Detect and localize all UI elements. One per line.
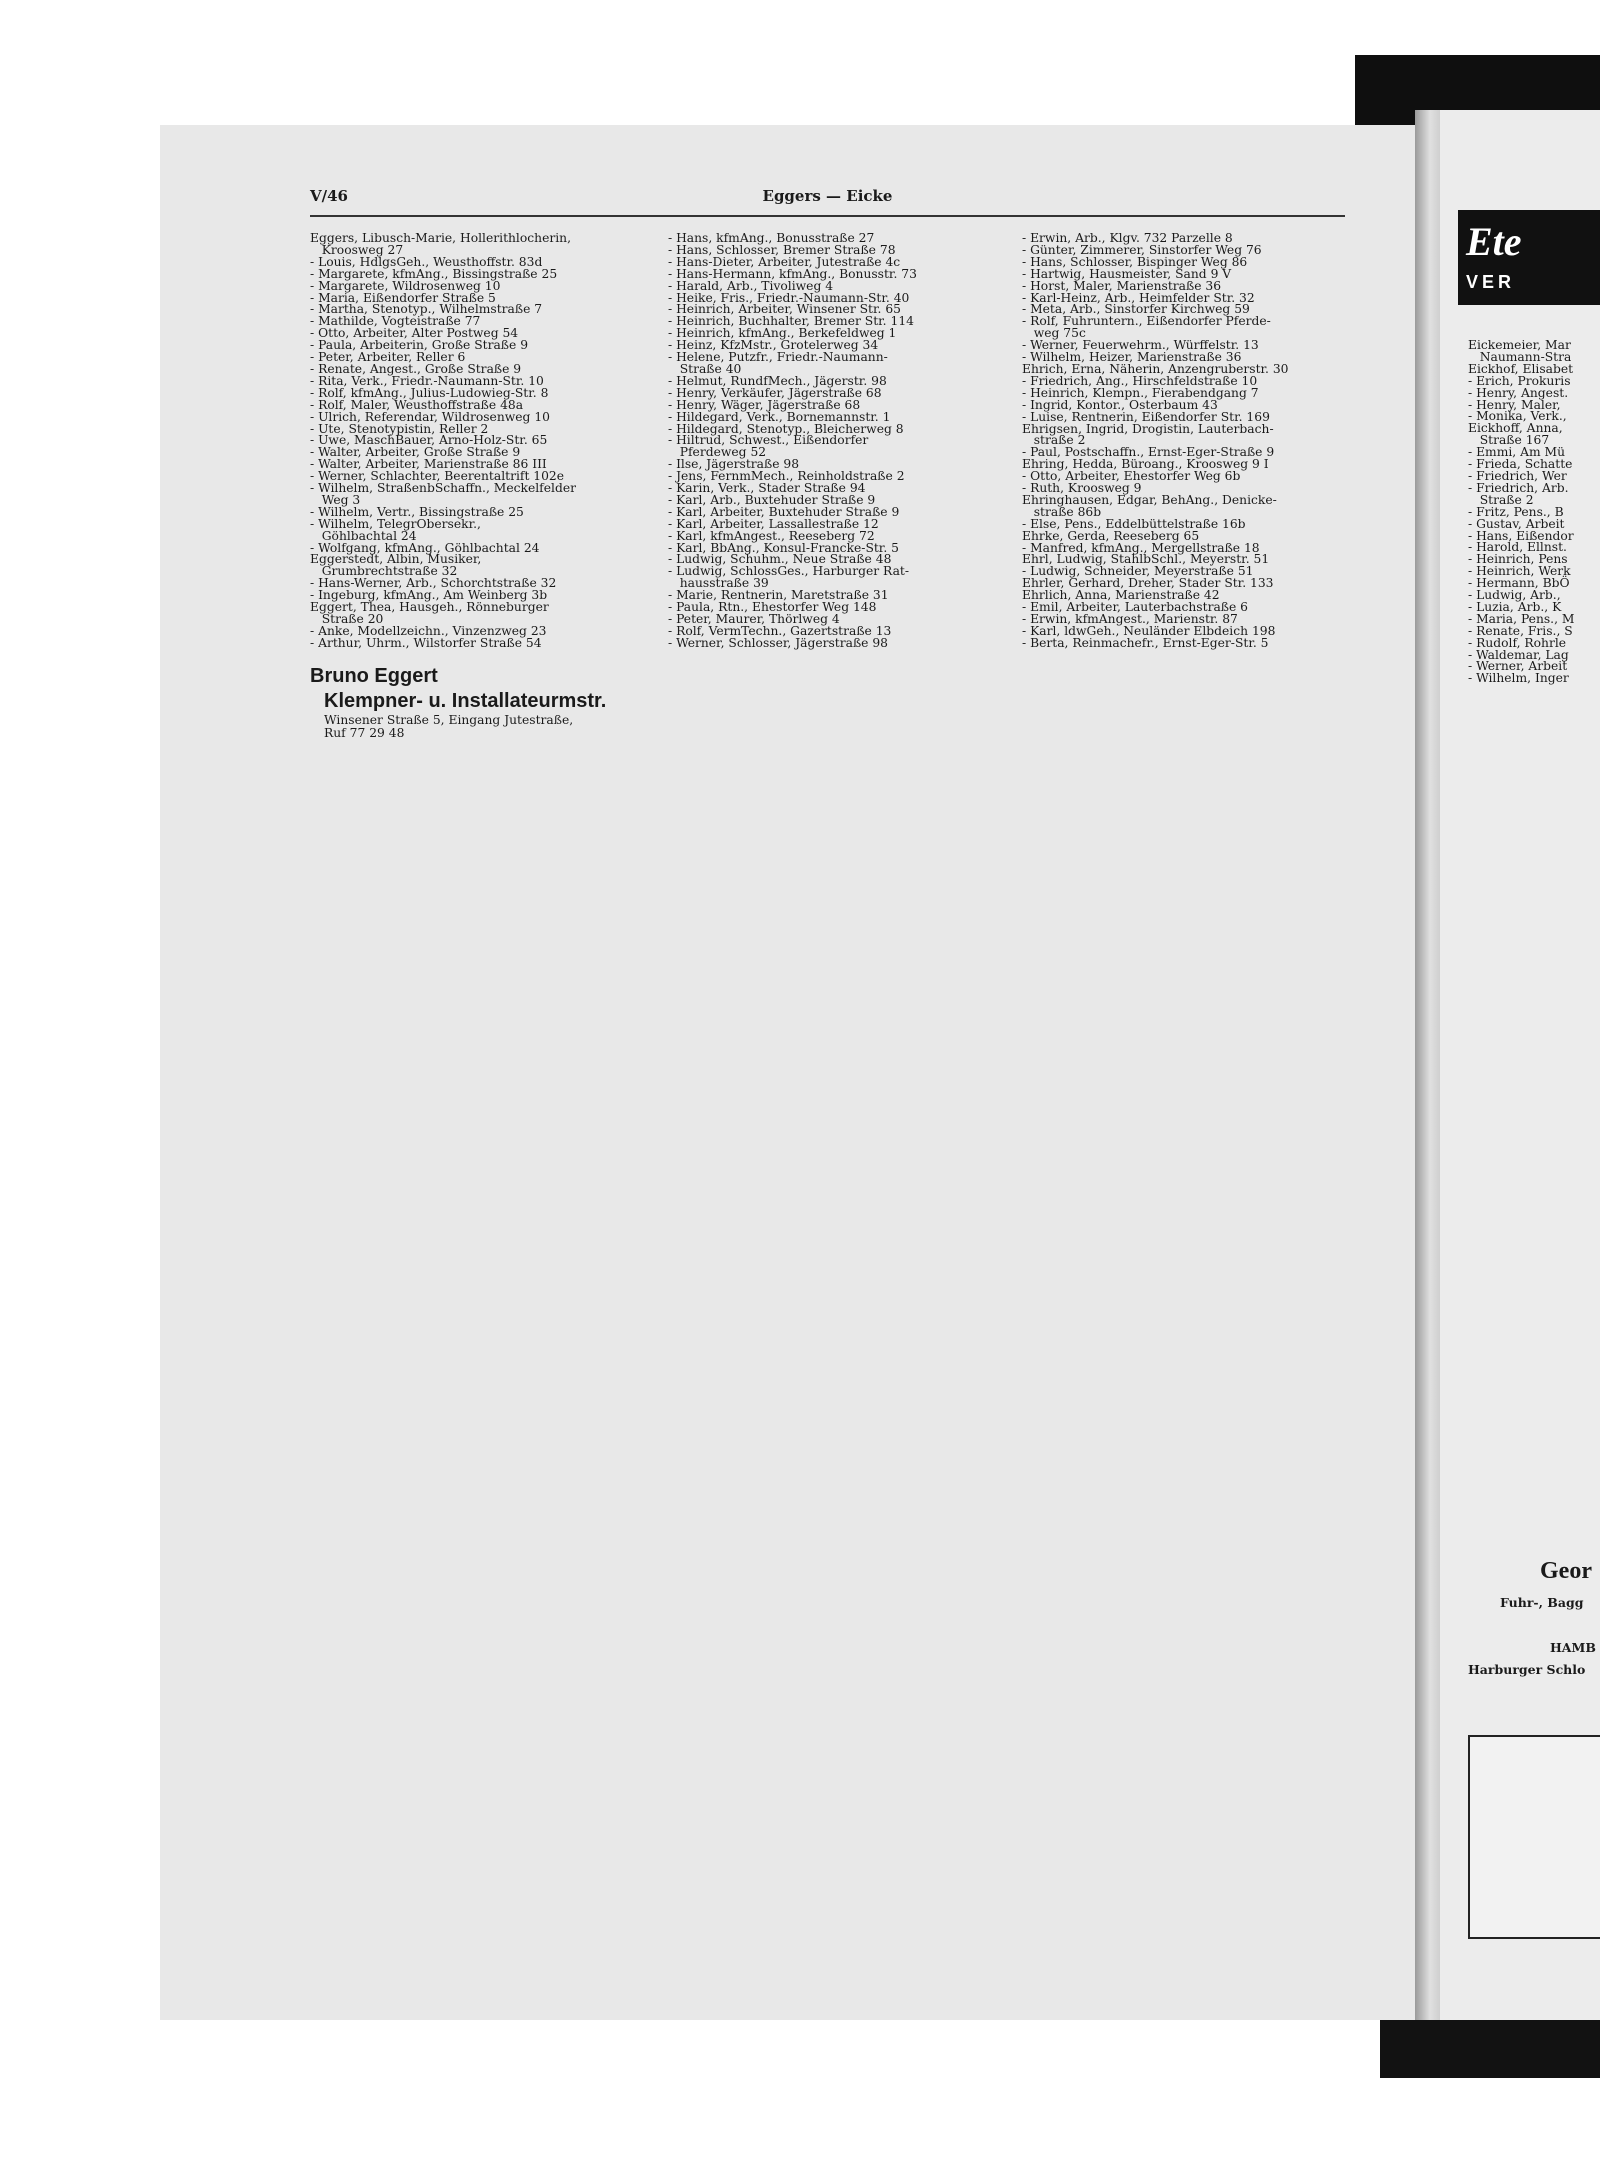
- directory-entry: - Rita, Verk., Friedr.-Naumann-Str. 10: [310, 373, 544, 388]
- directory-entry: - Harald, Arb., Tivoliweg 4: [668, 278, 834, 293]
- directory-entry: - Henry, Verkäufer, Jägerstraße 68: [668, 385, 882, 400]
- directory-entry: - Werner, Schlosser, Jägerstraße 98: [668, 635, 889, 650]
- directory-entry: - Rolf, Maler, Weusthoffstraße 48a: [310, 397, 524, 412]
- directory-entry: - Marie, Rentnerin, Maretstraße 31: [668, 588, 889, 603]
- directory-entry: - Mathilde, Vogteistraße 77: [310, 314, 481, 329]
- directory-entry: - Ludwig, Schuhm., Neue Straße 48: [668, 552, 892, 567]
- directory-entry: - Luise, Rentnerin, Eißendorfer Str. 169: [1022, 409, 1270, 424]
- column-2: [668, 233, 1013, 650]
- directory-entry: Grumbrechtstraße 32: [310, 564, 458, 579]
- directory-entry: - Ingrid, Kontor., Osterbaum 43: [1022, 397, 1218, 412]
- directory-entry: - Paula, Arbeiterin, Große Straße 9: [310, 338, 529, 353]
- directory-entry: - Arthur, Uhrm., Wilstorfer Straße 54: [310, 635, 542, 650]
- directory-entry: - Wilhelm, Heizer, Marienstraße 36: [1022, 350, 1242, 365]
- directory-entry: - Wilhelm, Inger: [1468, 671, 1569, 686]
- directory-entry: - Louis, HdlgsGeh., Weusthoffstr. 83d: [310, 254, 543, 269]
- directory-entry: - Hildegard, Verk., Bornemannstr. 1: [668, 409, 891, 424]
- directory-entry: Weg 3: [310, 492, 361, 507]
- directory-entry: - Renate, Fris., S: [1468, 623, 1573, 638]
- directory-entry: - Jens, FernmMech., Reinholdstraße 2: [668, 469, 905, 484]
- directory-entry: Ehrl, Ludwig, StahlbSchl., Meyerstr. 51: [1022, 552, 1270, 567]
- directory-entry: - Karin, Verk., Stader Straße 94: [668, 481, 866, 496]
- directory-entry: - Hartwig, Hausmeister, Sand 9 V: [1022, 266, 1232, 281]
- directory-entry: - Friedrich, Arb.: [1468, 480, 1569, 495]
- directory-entry: - Karl, BbAng., Konsul-Francke-Str. 5: [668, 540, 899, 555]
- right-ad-line-3: Harburger Schlo: [1468, 1662, 1586, 1677]
- directory-entry: - Rolf, VermTechn., Gazertstraße 13: [668, 623, 892, 638]
- directory-entry: - Friedrich, Wer: [1468, 468, 1567, 483]
- directory-entry: Ehrlich, Anna, Marienstraße 42: [1022, 588, 1220, 603]
- directory-entry: - Emil, Arbeiter, Lauterbachstraße 6: [1022, 600, 1248, 615]
- directory-entry: - Emmi, Am Mü: [1468, 445, 1566, 460]
- directory-entry: - Peter, Arbeiter, Reller 6: [310, 350, 466, 365]
- directory-entry: - Heinrich, Arbeiter, Winsener Str. 65: [668, 302, 901, 317]
- directory-entry: - Ute, Stenotypistin, Reller 2: [310, 421, 489, 436]
- directory-entry: - Wilhelm, StraßenbSchaffn., Meckelfelder: [310, 481, 576, 496]
- directory-entry: Kroosweg 27: [310, 242, 404, 257]
- directory-entry: - Karl, kfmAngest., Reeseberg 72: [668, 528, 875, 543]
- directory-entry: Ehrke, Gerda, Reeseberg 65: [1022, 528, 1200, 543]
- directory-entry: - Margarete, kfmAng., Bissingstraße 25: [310, 266, 558, 281]
- ad-phone: Ruf 77 29 48: [324, 725, 405, 740]
- directory-entry: Ehrler, Gerhard, Dreher, Stader Str. 133: [1022, 576, 1274, 591]
- directory-entry: - Werner, Arbeit: [1468, 659, 1568, 674]
- directory-entry: - Hans, kfmAng., Bonusstraße 27: [668, 231, 875, 245]
- directory-entry: Eickhof, Elisabet: [1468, 361, 1574, 376]
- directory-entry: - Erwin, Arb., Klgv. 732 Parzelle 8: [1022, 231, 1233, 245]
- ad-name: Bruno Eggert: [310, 664, 438, 687]
- directory-entry: - Henry, Angest.: [1468, 385, 1569, 400]
- directory-entry: - Monika, Verk.,: [1468, 409, 1567, 424]
- directory-entry: Göhlbachtal 24: [310, 528, 417, 543]
- directory-entry: Ehring, Hedda, Büroang., Kroosweg 9 I: [1022, 457, 1269, 472]
- directory-entry: straße 86b: [1022, 504, 1102, 519]
- directory-entry: - Ulrich, Referendar, Wildrosenweg 10: [310, 409, 550, 424]
- logo: [1458, 210, 1600, 305]
- left-page: [160, 125, 1415, 2020]
- directory-entry: - Ruth, Kroosweg 9: [1022, 481, 1142, 496]
- directory-entry: - Helmut, RundfMech., Jägerstr. 98: [668, 373, 887, 388]
- logo-text: Ete: [1466, 219, 1522, 264]
- directory-entry: - Gustav, Arbeit: [1468, 516, 1565, 531]
- directory-entry: - Maria, Pens., M: [1468, 611, 1575, 626]
- directory-entry: weg 75c: [1022, 326, 1086, 341]
- directory-entry: - Wolfgang, kfmAng., Göhlbachtal 24: [310, 540, 540, 555]
- directory-entry: - Ingeburg, kfmAng., Am Weinberg 3b: [310, 588, 548, 603]
- directory-entry: - Hans-Dieter, Arbeiter, Jutestraße 4c: [668, 254, 901, 269]
- right-page: [1440, 110, 1600, 2020]
- column-3-entries: [1022, 233, 1367, 650]
- directory-entry: - Heinrich, Buchhalter, Bremer Str. 114: [668, 314, 914, 329]
- column-3: [1022, 233, 1367, 650]
- book-gutter: [1415, 110, 1440, 2020]
- directory-entry: Naumann-Stra: [1468, 349, 1572, 364]
- directory-entry: - Hans, Schlosser, Bispinger Weg 86: [1022, 254, 1248, 269]
- directory-entry: - Heinrich, Werk: [1468, 564, 1571, 579]
- directory-entry: Ehringhausen, Edgar, BehAng., Denicke-: [1022, 492, 1277, 507]
- directory-entry: - Hans, Eißendor: [1468, 528, 1574, 543]
- directory-entry: - Rolf, kfmAng., Julius-Ludowieg-Str. 8: [310, 385, 549, 400]
- directory-entry: - Hiltrud, Schwest., Eißendorfer: [668, 433, 869, 448]
- directory-entry: Eggers, Libusch-Marie, Hollerithlocherin,: [310, 231, 571, 245]
- right-ad-illustration: [1468, 1735, 1600, 1939]
- ad-trade: Klempner- u. Installateurmstr.: [324, 689, 607, 712]
- directory-entry: Eickhoff, Anna,: [1468, 421, 1563, 436]
- directory-entry: - Ilse, Jägerstraße 98: [668, 457, 800, 472]
- directory-entry: - Harold, Ellnst.: [1468, 540, 1567, 555]
- directory-entry: - Heinrich, kfmAng., Berkefeldweg 1: [668, 326, 897, 341]
- directory-entry: - Karl, Arb., Buxtehuder Straße 9: [668, 492, 876, 507]
- directory-entry: - Manfred, kfmAng., Mergellstraße 18: [1022, 540, 1260, 555]
- directory-entry: - Heinrich, Pens: [1468, 552, 1568, 567]
- directory-entry: Eggerstedt, Albin, Musiker,: [310, 552, 482, 567]
- page-number: V/46: [310, 187, 348, 205]
- directory-entry: - Berta, Reinmachefr., Ernst-Eger-Str. 5: [1022, 635, 1269, 650]
- column-2-entries: [668, 233, 1013, 650]
- directory-entry: - Maria, Eißendorfer Straße 5: [310, 290, 496, 305]
- directory-entry: - Peter, Maurer, Thörlweg 4: [668, 612, 840, 626]
- right-ad-title: Geor: [1540, 1558, 1592, 1584]
- directory-entry: straße 2: [1022, 433, 1086, 448]
- page-header: [310, 185, 1345, 217]
- directory-entry: - Otto, Arbeiter, Ehestorfer Weg 6b: [1022, 469, 1241, 484]
- directory-entry: - Heinz, KfzMstr., Grotelerweg 34: [668, 338, 879, 353]
- directory-entry: - Waldemar, Lag: [1468, 647, 1569, 662]
- directory-entry: - Hans, Schlosser, Bremer Straße 78: [668, 242, 896, 257]
- running-head: Eggers — Eicke: [762, 187, 893, 205]
- directory-entry: - Hans-Hermann, kfmAng., Bonusstr. 73: [668, 266, 917, 281]
- directory-entry: - Martha, Stenotyp., Wilhelmstraße 7: [310, 302, 543, 317]
- directory-entry: - Frieda, Schatte: [1468, 457, 1573, 472]
- directory-entry: - Margarete, Wildrosenweg 10: [310, 278, 501, 293]
- directory-entry: - Werner, Feuerwehrm., Würffelstr. 13: [1022, 338, 1259, 353]
- directory-entry: - Karl, ldwGeh., Neuländer Elbdeich 198: [1022, 623, 1276, 638]
- directory-entry: - Karl, Arbeiter, Buxtehuder Straße 9: [668, 504, 900, 519]
- directory-entry: Eggert, Thea, Hausgeh., Rönneburger: [310, 600, 549, 615]
- directory-entry: - Paul, Postschaffn., Ernst-Eger-Straße 9: [1022, 445, 1275, 460]
- directory-entry: Ehrigsen, Ingrid, Drogistin, Lauterbach-: [1022, 421, 1274, 436]
- directory-entry: - Erich, Prokuris: [1468, 373, 1571, 388]
- directory-entry: Eickemeier, Mar: [1468, 338, 1571, 352]
- directory-entry: - Luzia, Arb., K: [1468, 599, 1562, 614]
- directory-entry: - Heike, Fris., Friedr.-Naumann-Str. 40: [668, 290, 910, 305]
- directory-entry: Straße 20: [310, 612, 384, 626]
- directory-entry: - Friedrich, Ang., Hirschfeldstraße 10: [1022, 373, 1258, 388]
- directory-entry: - Henry, Maler,: [1468, 397, 1561, 412]
- directory-entry: - Helene, Putzfr., Friedr.-Naumann-: [668, 350, 888, 365]
- logo-subtext: VER: [1466, 272, 1516, 292]
- directory-entry: - Hildegard, Stenotyp., Bleicherweg 8: [668, 421, 904, 436]
- directory-entry: Straße 40: [668, 361, 742, 376]
- directory-entry: - Karl, Arbeiter, Lassallestraße 12: [668, 516, 879, 531]
- directory-entry: Straße 167: [1468, 433, 1550, 448]
- right-page-entries: [1468, 340, 1600, 685]
- column-1: [310, 233, 655, 750]
- directory-entry: - Horst, Maler, Marienstraße 36: [1022, 278, 1222, 293]
- directory-entry: - Karl-Heinz, Arb., Heimfelder Str. 32: [1022, 290, 1255, 305]
- directory-entry: - Ludwig, Schneider, Meyerstraße 51: [1022, 564, 1254, 579]
- directory-entry: - Rudolf, Rohrle: [1468, 635, 1567, 650]
- directory-entry: - Otto, Arbeiter, Alter Postweg 54: [310, 326, 519, 341]
- directory-entry: - Wilhelm, Vertr., Bissingstraße 25: [310, 504, 524, 519]
- directory-entry: Straße 2: [1468, 492, 1534, 507]
- directory-entry: - Ludwig, Arb.,: [1468, 588, 1561, 603]
- directory-entry: - Hermann, BbÖ: [1468, 576, 1570, 591]
- column-1-entries: [310, 233, 655, 650]
- ad-address: Winsener Straße 5, Eingang Jutestraße,: [324, 712, 574, 727]
- right-ad-line-1: Fuhr-, Bagg: [1500, 1595, 1584, 1610]
- directory-entry: - Walter, Arbeiter, Große Straße 9: [310, 445, 521, 460]
- directory-entry: - Else, Pens., Eddelbüttelstraße 16b: [1022, 516, 1246, 531]
- directory-entry: - Hans-Werner, Arb., Schorchtstraße 32: [310, 576, 557, 591]
- directory-entry: - Ludwig, SchlossGes., Harburger Rat-: [668, 564, 910, 579]
- directory-entry: - Rolf, Fuhruntern., Eißendorfer Pferde-: [1022, 314, 1271, 329]
- directory-entry: - Renate, Angest., Große Straße 9: [310, 361, 522, 376]
- directory-entry: - Wilhelm, TelegrObersekr.,: [310, 516, 481, 531]
- directory-entry: - Meta, Arb., Sinstorfer Kirchweg 59: [1022, 302, 1250, 317]
- directory-entry: - Günter, Zimmerer, Sinstorfer Weg 76: [1022, 242, 1262, 257]
- directory-entry: - Anke, Modellzeichn., Vinzenzweg 23: [310, 623, 547, 638]
- right-ad-line-2: HAMB: [1550, 1640, 1596, 1655]
- advertisement: [310, 664, 655, 740]
- directory-entry: - Henry, Wäger, Jägerstraße 68: [668, 397, 861, 412]
- directory-entry: Pferdeweg 52: [668, 445, 767, 460]
- directory-entry: - Erwin, kfmAngest., Marienstr. 87: [1022, 612, 1238, 626]
- directory-entry: - Fritz, Pens., B: [1468, 504, 1564, 519]
- directory-entry: - Paula, Rtn., Ehestorfer Weg 148: [668, 600, 877, 615]
- directory-entry: - Werner, Schlachter, Beerentaltrift 102e: [310, 469, 565, 484]
- directory-entry: - Walter, Arbeiter, Marienstraße 86 III: [310, 457, 547, 472]
- directory-entry: hausstraße 39: [668, 576, 769, 591]
- directory-entry: - Heinrich, Klempn., Fierabendgang 7: [1022, 385, 1259, 400]
- directory-entry: Ehrich, Erna, Näherin, Anzengruberstr. 30: [1022, 361, 1289, 376]
- directory-entry: - Uwe, MaschBauer, Arno-Holz-Str. 65: [310, 433, 548, 448]
